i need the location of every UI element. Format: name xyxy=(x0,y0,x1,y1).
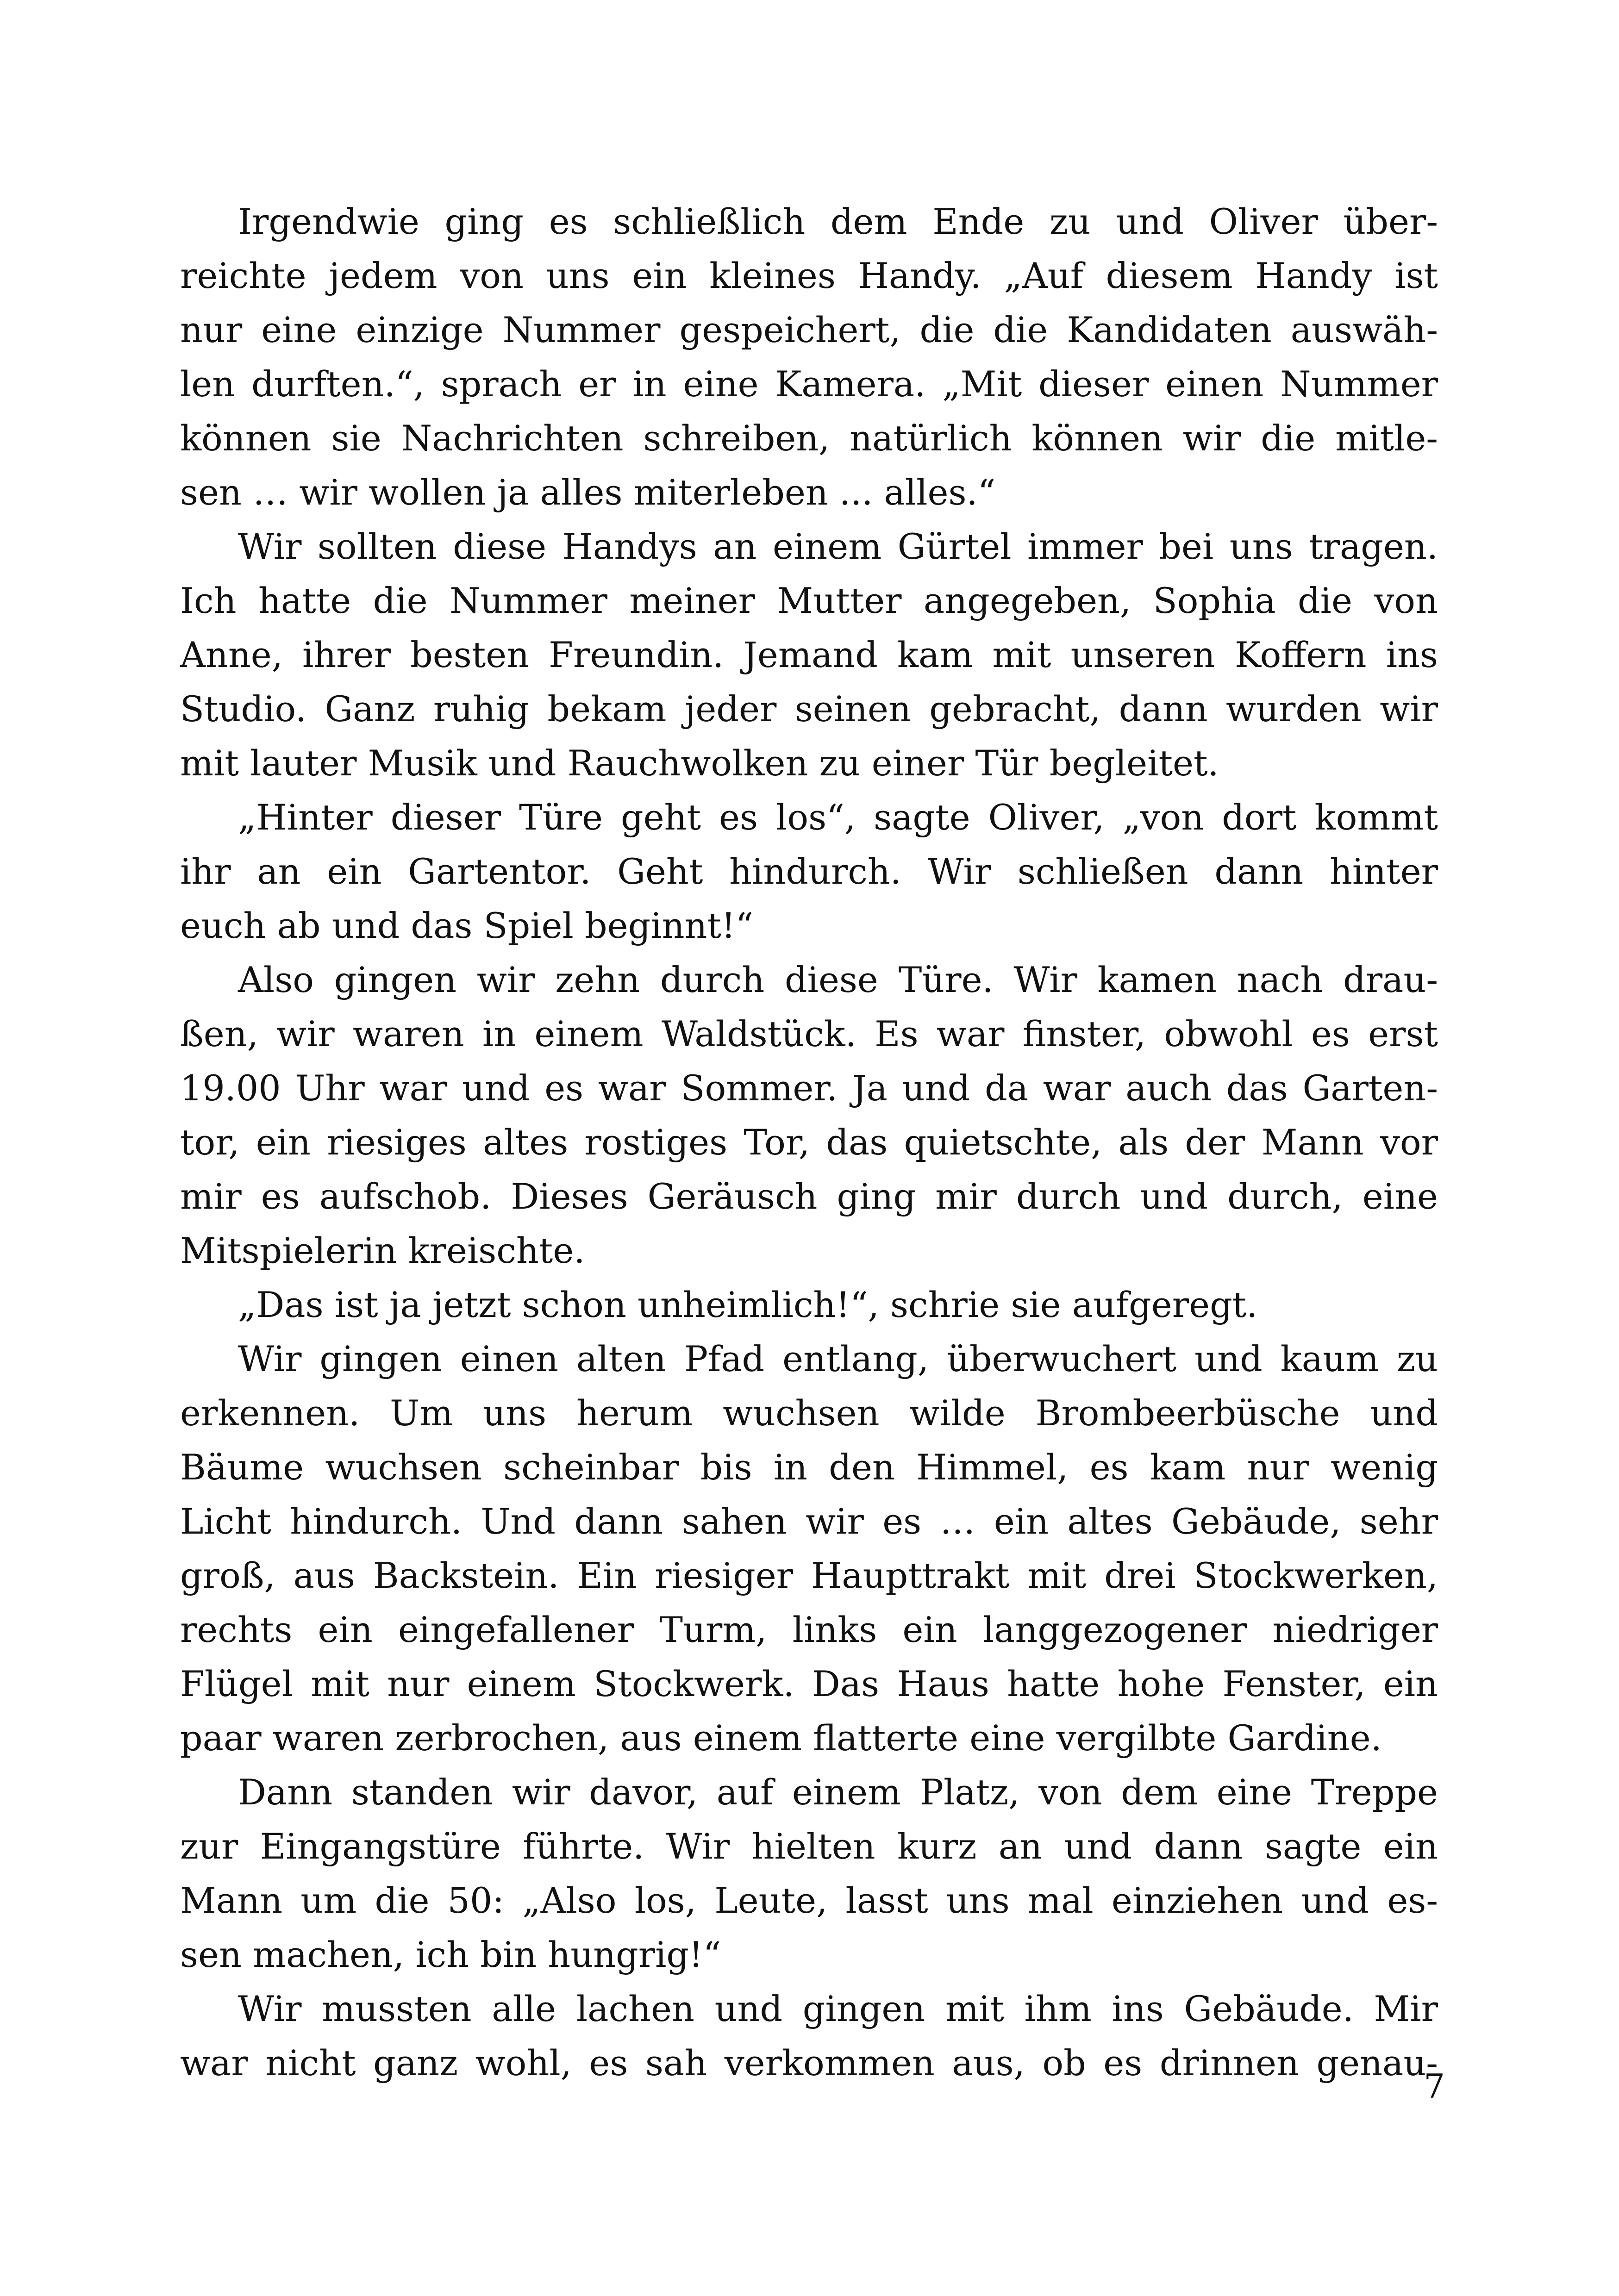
text-line: sen … wir wollen ja alles miterleben ... alles.“ xyxy=(180,472,996,513)
paragraph xyxy=(180,790,1438,953)
text-line: Wir gingen einen alten Pfad entlang, überwuchert und kaum zu xyxy=(238,1338,1438,1379)
text-line: Ich hatte die Nummer meiner Mutter angegeben, Sophia die von xyxy=(180,580,1438,621)
text-line: Bäume wuchsen scheinbar bis in den Himmel, es kam nur wenig xyxy=(180,1447,1438,1488)
text-line: rechts ein eingefallener Turm, links ein langgezogener niedriger xyxy=(180,1609,1438,1650)
text-line: Wir mussten alle lachen und gingen mit ihm ins Gebäude. Mir xyxy=(238,1988,1438,2029)
paragraph xyxy=(180,194,1438,519)
text-line: reichte jedem von uns ein kleines Handy. „Auf diesem Handy ist xyxy=(180,255,1438,296)
paragraph xyxy=(180,1278,1438,1332)
text-line: groß, aus Backstein. Ein riesiger Haupttrakt mit drei Stockwerken, xyxy=(180,1555,1438,1596)
text-line: 19.00 Uhr war und es war Sommer. Ja und da war auch das Garten- xyxy=(180,1067,1438,1109)
paragraph xyxy=(180,1982,1438,2090)
text-line: mir es aufschob. Dieses Geräusch ging mir durch und durch, eine xyxy=(180,1176,1438,1217)
paragraph xyxy=(180,1332,1438,1765)
text-line: nur eine einzige Nummer gespeichert, die die Kandidaten auswäh- xyxy=(180,309,1438,350)
text-line: Flügel mit nur einem Stockwerk. Das Haus hatte hohe Fenster, ein xyxy=(180,1663,1438,1704)
text-line: Anne, ihrer besten Freundin. Jemand kam mit unseren Koffern ins xyxy=(180,634,1438,675)
paragraph xyxy=(180,1765,1438,1982)
text-line: ihr an ein Gartentor. Geht hindurch. Wir schließen dann hinter xyxy=(180,851,1438,892)
text-line: Mann um die 50: „Also los, Leute, lasst uns mal einziehen und es- xyxy=(180,1880,1438,1921)
text-line: Irgendwie ging es schließlich dem Ende zu und Oliver über- xyxy=(238,201,1438,242)
text-line: Licht hindurch. Und dann sahen wir es … ein altes Gebäude, sehr xyxy=(180,1501,1438,1542)
text-line: sen machen, ich bin hungrig!“ xyxy=(180,1934,721,1975)
text-line: „Hinter dieser Türe geht es los“, sagte Oliver, „von dort kommt xyxy=(238,797,1438,838)
page-number: 7 xyxy=(1424,2067,1445,2106)
text-line: können sie Nachrichten schreiben, natürlich können wir die mitle- xyxy=(180,418,1438,459)
text-line: Wir sollten diese Handys an einem Gürtel immer bei uns tragen. xyxy=(238,526,1438,567)
text-line: ßen, wir waren in einem Waldstück. Es war finster, obwohl es erst xyxy=(180,1013,1438,1054)
text-line: zur Eingangstüre führte. Wir hielten kurz an und dann sagte ein xyxy=(180,1826,1438,1867)
text-line: Dann standen wir davor, auf einem Platz, von dem eine Treppe xyxy=(238,1772,1438,1813)
text-line: war nicht ganz wohl, es sah verkommen aus, ob es drinnen genau- xyxy=(180,2042,1438,2084)
text-line: Mitspielerin kreischte. xyxy=(180,1230,585,1271)
text-line: paar waren zerbrochen, aus einem flatterte eine vergilbte Gardine. xyxy=(180,1717,1382,1759)
text-line: mit lauter Musik und Rauchwolken zu einer Tür begleitet. xyxy=(180,742,1219,784)
text-line: erkennen. Um uns herum wuchsen wilde Brombeerbüsche und xyxy=(180,1392,1438,1434)
text-line: len durften.“, sprach er in eine Kamera. „Mit dieser einen Nummer xyxy=(180,363,1438,405)
text-line: Studio. Ganz ruhig bekam jeder seinen gebracht, dann wurden wir xyxy=(180,688,1438,730)
paragraph xyxy=(180,519,1438,790)
text-line: „Das ist ja jetzt schon unheimlich!“, schrie sie aufgeregt. xyxy=(238,1284,1258,1325)
text-line: tor, ein riesiges altes rostiges Tor, das quietschte, als der Mann vor xyxy=(180,1122,1438,1163)
body-text xyxy=(180,194,1438,2090)
text-line: euch ab und das Spiel beginnt!“ xyxy=(180,905,754,946)
paragraph xyxy=(180,953,1438,1278)
text-line: Also gingen wir zehn durch diese Türe. Wir kamen nach drau- xyxy=(238,959,1438,1000)
